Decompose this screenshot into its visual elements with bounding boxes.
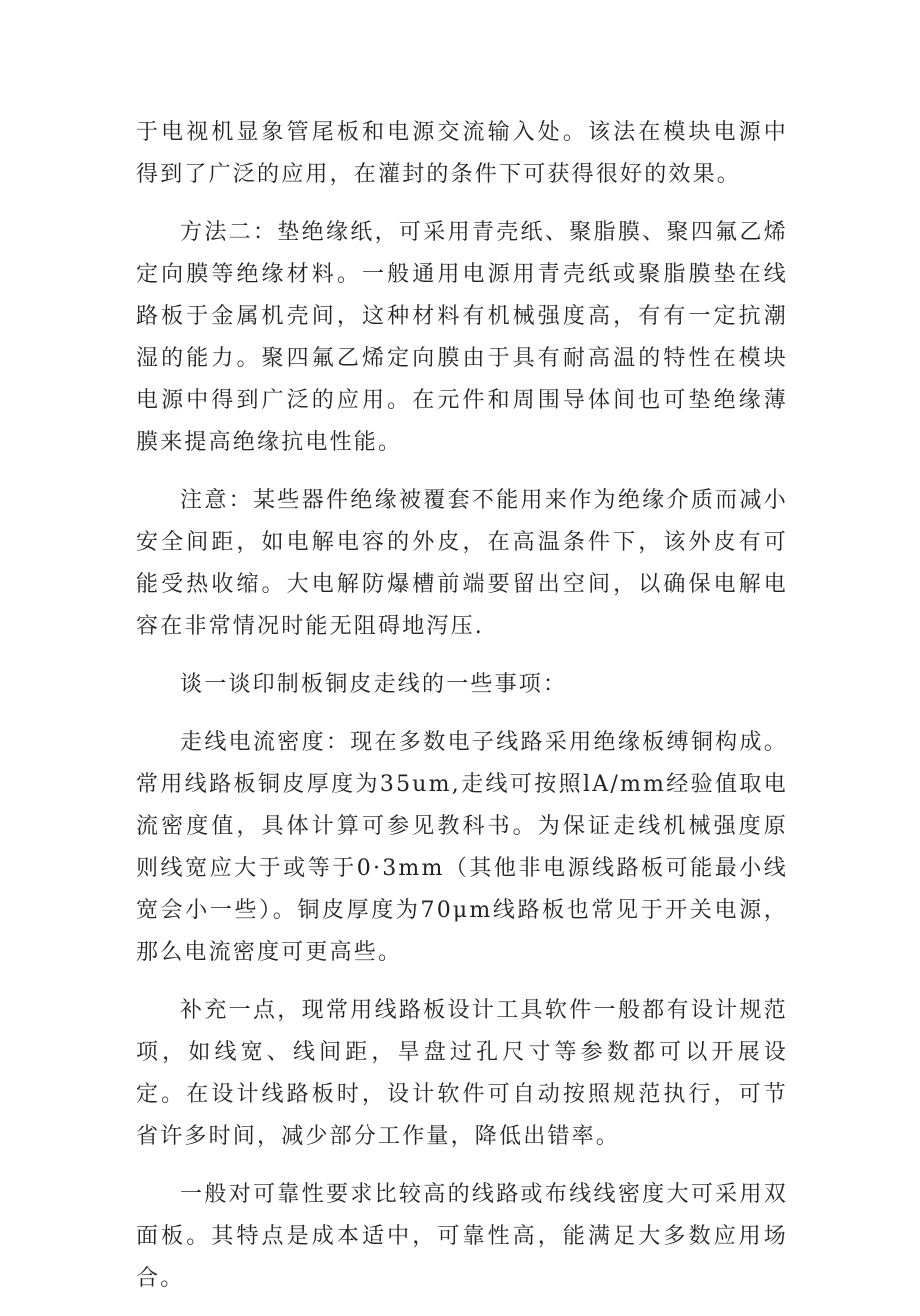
paragraph-method-two: 方法二：垫绝缘纸，可采用青壳纸、聚脂膜、聚四氟乙烯定向膜等绝缘材料。一般通用电源用青壳纸或聚脂膜垫在线路板于金属机壳间，这种材料有机械强度高，有有一定抗潮湿的能力。聚四氟乙烯定向膜由于具有耐高温的特性在模块电源中得到广泛的应用。在元件和周围导体间也可垫绝缘薄膜来提高绝缘抗电性能。 [136, 220, 788, 455]
paragraph-note: 注意：某些器件绝缘被覆套不能用来作为绝缘介质而减小安全间距，如电解电容的外皮，在高温条件下，该外皮有可能受热收缩。大电解防爆槽前端要留出空间，以确保电解电容在非常情况时能无阻碍地泻压. [136, 488, 788, 639]
paragraph-supplement: 补充一点，现常用线路板设计工具软件一般都有设计规范项，如线宽、线间距，旱盘过孔尺寸等参数都可以开展设定。在设计线路板时，设计软件可自动按照规范执行，可节省许多时间，减少部分工作量，降低出错率。 [136, 998, 788, 1149]
paragraph-section-heading: 谈一谈印制板铜皮走线的一些事项： [180, 672, 568, 697]
paragraph-continued: 于电视机显象管尾板和电源交流输入处。该法在模块电源中得到了广泛的应用，在灌封的条件下可获得很好的效果。 [136, 120, 788, 187]
paragraph-current-density: 走线电流密度：现在多数电子线路采用绝缘板缚铜构成。常用线路板铜皮厚度为35um,走线可按照lA/mm经验值取电流密度值，具体计算可参见教科书。为保证走线机械强度原则线宽应大于或等于0·3mm（其他非电源线路板可能最小线宽会小一些）。铜皮厚度为70μm线路板也常见于开关电源，那么电流密度可更高些。 [136, 730, 788, 965]
document-body [136, 112, 788, 1316]
paragraph-double-sided: 一般对可靠性要求比较高的线路或布线线密度大可采用双面板。其特点是成本适中，可靠性高，能满足大多数应用场合。 [136, 1182, 788, 1291]
